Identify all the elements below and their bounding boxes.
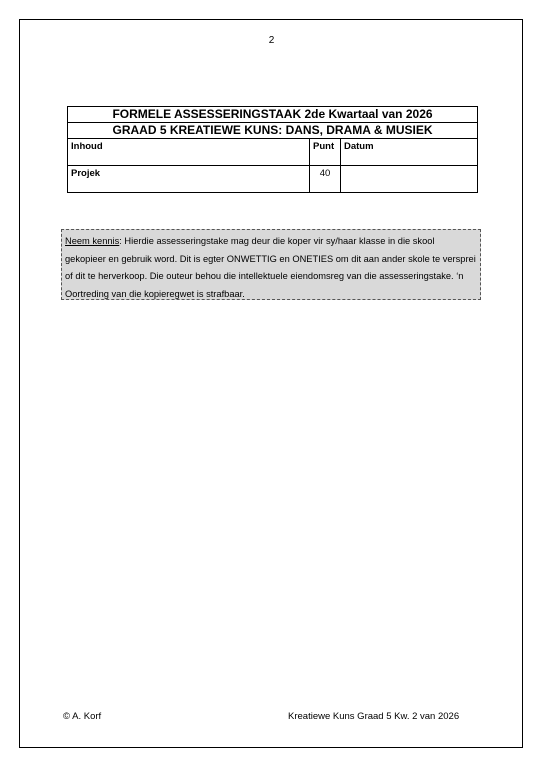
column-header-punt: Punt [310,139,341,166]
column-header-datum: Datum [341,139,478,166]
column-header-inhoud: Inhoud [68,139,310,166]
notice-text: : Hierdie assesseringstake mag deur die koper vir sy/haar klasse in die skool gekopieer en gebruik word. Dit is egter ONWETTIG en ONETIES om dit aan ander skole te versprei of dit te herverkoop. Die outeur behou die intellektuele eiendomsreg van die assesseringstake. ‘n Oortreding van die kopieregwet is strafbaar. [65,236,476,299]
assessment-header-table [67,106,478,193]
cell-datum [341,166,478,193]
title-row [68,107,478,139]
assessment-title [68,107,478,139]
footer-subject: Kreatiewe Kuns Graad 5 Kw. 2 van 2026 [288,711,460,722]
title-line-2: GRAAD 5 KREATIEWE KUNS: DANS, DRAMA & MUSIEK [68,122,477,138]
cell-inhoud: Projek [68,166,310,193]
notice-label: Neem kennis [65,236,120,246]
table-row [68,166,478,193]
copyright-notice [61,229,481,300]
cell-punt: 40 [310,166,341,193]
page-number: 2 [268,35,275,46]
title-line-1: FORMELE ASSESSERINGSTAAK 2de Kwartaal van 2026 [112,107,433,121]
footer-copyright: © A. Korf [63,711,102,722]
column-header-row [68,139,478,166]
